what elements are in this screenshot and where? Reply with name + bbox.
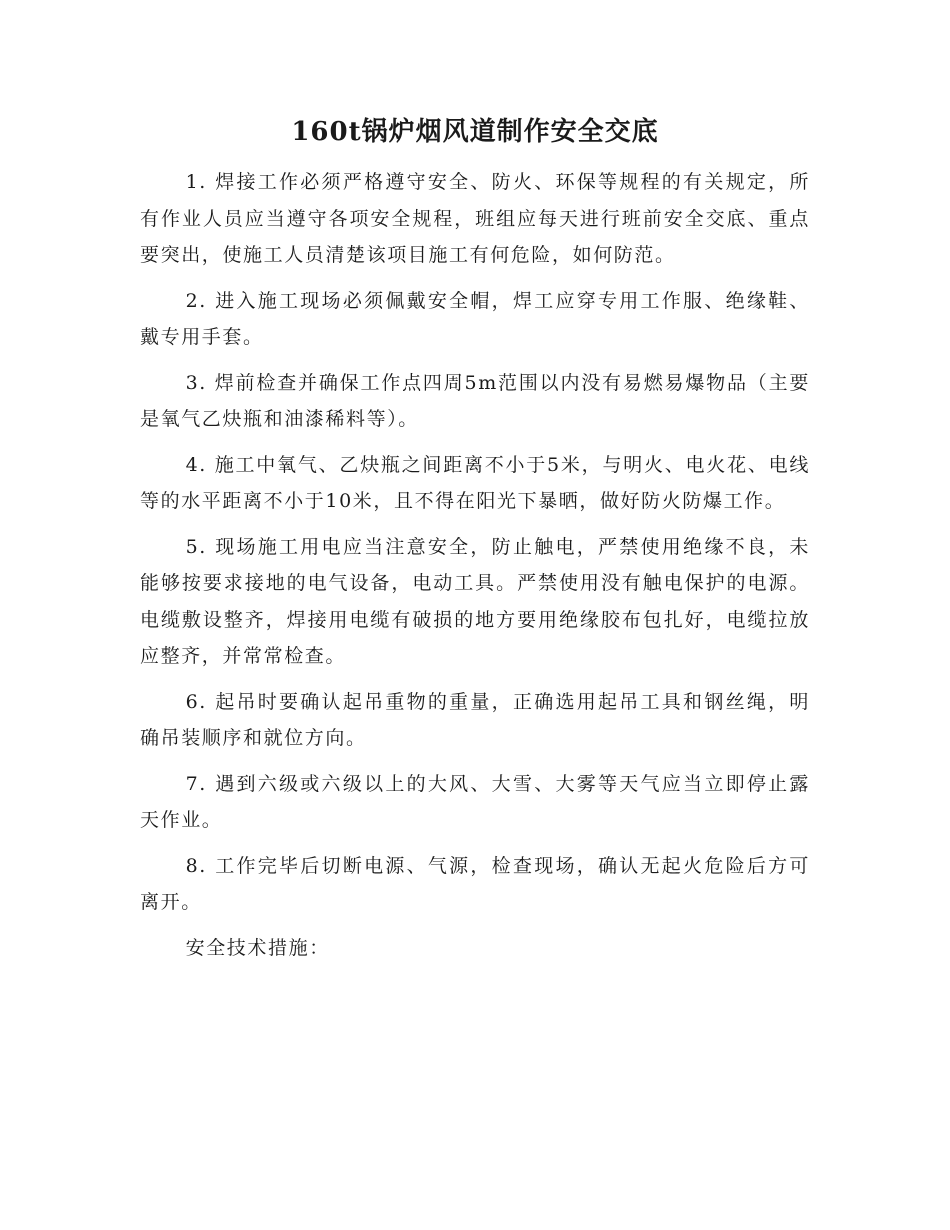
paragraph-2: 2. 进入施工现场必须佩戴安全帽，焊工应穿专用工作服、绝缘鞋、戴专用手套。 — [140, 289, 810, 348]
paragraph-3: 3. 焊前检查并确保工作点四周5m范围以内没有易燃易爆物品（主要是氧气乙炔瓶和油漆稀料等）。 — [140, 371, 810, 430]
paragraph-8: 8. 工作完毕后切断电源、气源，检查现场，确认无起火危险后方可离开。 — [140, 854, 810, 913]
document-title: 160t锅炉烟风道制作安全交底 — [291, 117, 659, 147]
paragraph-5: 5. 现场施工用电应当注意安全，防止触电，严禁使用绝缘不良，未能够按要求接地的电气设备，电动工具。严禁使用没有触电保护的电源。电缆敷设整齐，焊接用电缆有破损的地方要用绝缘胶布包扎好，电缆拉放应整齐，并常常检查。 — [140, 535, 810, 667]
paragraph-4: 4. 施工中氧气、乙炔瓶之间距离不小于5米，与明火、电火花、电线等的水平距离不小于10米，且不得在阳光下暴晒，做好防火防爆工作。 — [140, 453, 810, 512]
paragraph-7: 7. 遇到六级或六级以上的大风、大雪、大雾等天气应当立即停止露天作业。 — [140, 772, 810, 831]
section-heading-safety-measures: 安全技术措施： — [185, 936, 330, 959]
document-body — [140, 164, 810, 975]
paragraph-1: 1. 焊接工作必须严格遵守安全、防火、环保等规程的有关规定，所有作业人员应当遵守各项安全规程，班组应每天进行班前安全交底、重点要突出，使施工人员清楚该项目施工有何危险，如何防范。 — [140, 171, 810, 266]
paragraph-6: 6. 起吊时要确认起吊重物的重量，正确选用起吊工具和钢丝绳，明确吊装顺序和就位方向。 — [140, 690, 810, 749]
